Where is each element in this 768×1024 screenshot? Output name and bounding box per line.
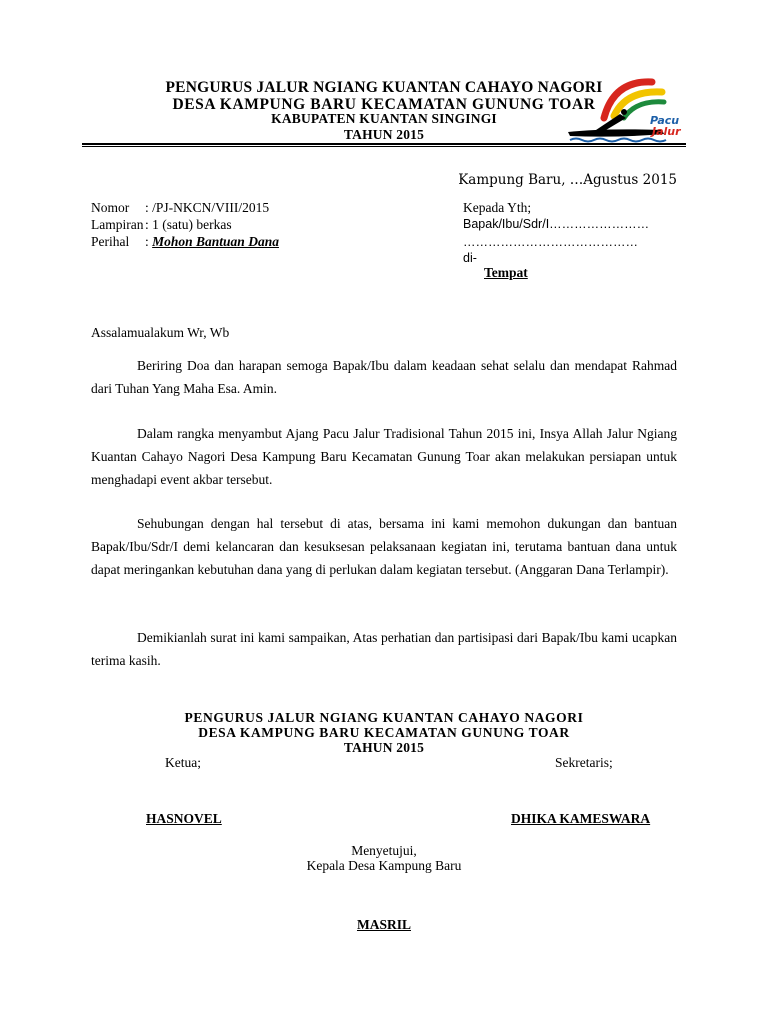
nomor-label: Nomor (91, 200, 130, 215)
logo-text-pacu: Pacu (650, 114, 680, 127)
signature-village: DESA KAMPUNG BARU KECAMATAN GUNUNG TOAR (198, 725, 570, 740)
header-regency: KABUPATEN KUANTAN SINGINGI (271, 111, 497, 126)
perihal-label: Perihal (91, 234, 130, 249)
sekretaris-label: Sekretaris; (555, 755, 613, 770)
paragraph-text: Demikianlah surat ini kami sampaikan, Atas perhatian dan partisipasi dari Bapak/Ibu kami ucapkan terima kasih. (91, 630, 677, 668)
nomor-value: : /PJ-NKCN/VIII/2015 (145, 200, 270, 215)
approve-name: MASRIL (356, 917, 411, 932)
approve-label: Menyetujui, (351, 843, 417, 858)
signature-year: TAHUN 2015 (343, 740, 425, 755)
paragraph (91, 512, 677, 581)
paragraph-text: Dalam rangka menyambut Ajang Pacu Jalur Tradisional Tahun 2015 ini, Insya Allah Jalur Ngiang Kuantan Cahayo Nagori Desa Kampung Baru Kecamatan Gunung Toar akan melakukan persiapan untuk menghadapi event akbar tersebut. (91, 426, 677, 487)
paragraph (91, 626, 677, 672)
ketua-name: HASNOVEL (146, 811, 222, 826)
signature-org-name: PENGURUS JALUR NGIANG KUANTAN CAHAYO NAGORI (184, 710, 584, 725)
approve-title: Kepala Desa Kampung Baru (306, 858, 462, 873)
place-date: Kampung Baru, …Agustus 2015 (458, 172, 677, 188)
header-org-name: PENGURUS JALUR NGIANG KUANTAN CAHAYO NAGORI (165, 79, 603, 96)
perihal-colon: : (145, 234, 153, 249)
recipient-di: di- (463, 251, 477, 265)
paragraph (91, 422, 677, 491)
perihal-value-wrap (145, 234, 279, 250)
header-year: TAHUN 2015 (343, 127, 425, 142)
lampiran-label: Lampiran (91, 217, 144, 232)
paragraph-text: Beriring Doa dan harapan semoga Bapak/Ibu dalam keadaan sehat selalu dan mendapat Rahmad dari Tuhan Yang Maha Esa. Amin. (91, 358, 677, 396)
logo-text-jalur: Jalur (652, 125, 681, 138)
lampiran-value: : 1 (satu) berkas (145, 217, 232, 232)
salutation: Assalamualakum Wr, Wb (91, 325, 230, 340)
ketua-label: Ketua; (165, 755, 201, 770)
paragraph-text: Sehubungan dengan hal tersebut di atas, bersama ini kami memohon dukungan dan bantuan Bapak/Ibu/Sdr/I demi kelancaran dan kesuksesan pelaksanaan kegiatan ini, terutama bantuan dana untuk dapat meringankan kebutuhan dana yang di perlukan dalam kegiatan tersebut. (Anggaran Dana Terlampir). (91, 516, 677, 577)
recipient-dots-line: …………………………………… (463, 235, 638, 249)
sekretaris-name: DHIKA KAMESWARA (511, 811, 651, 826)
header-divider-thin (82, 146, 686, 147)
header-village: DESA KAMPUNG BARU KECAMATAN GUNUNG TOAR (172, 96, 596, 113)
perihal-value: Mohon Bantuan Dana (152, 234, 279, 249)
paragraph (91, 354, 677, 400)
pacu-jalur-logo (566, 72, 688, 146)
header-divider-thick (82, 143, 686, 145)
recipient-place: Tempat (484, 265, 528, 280)
recipient-greeting: Kepada Yth; (463, 200, 532, 215)
recipient-name-line: Bapak/Ibu/Sdr/I…………………… (463, 217, 650, 231)
